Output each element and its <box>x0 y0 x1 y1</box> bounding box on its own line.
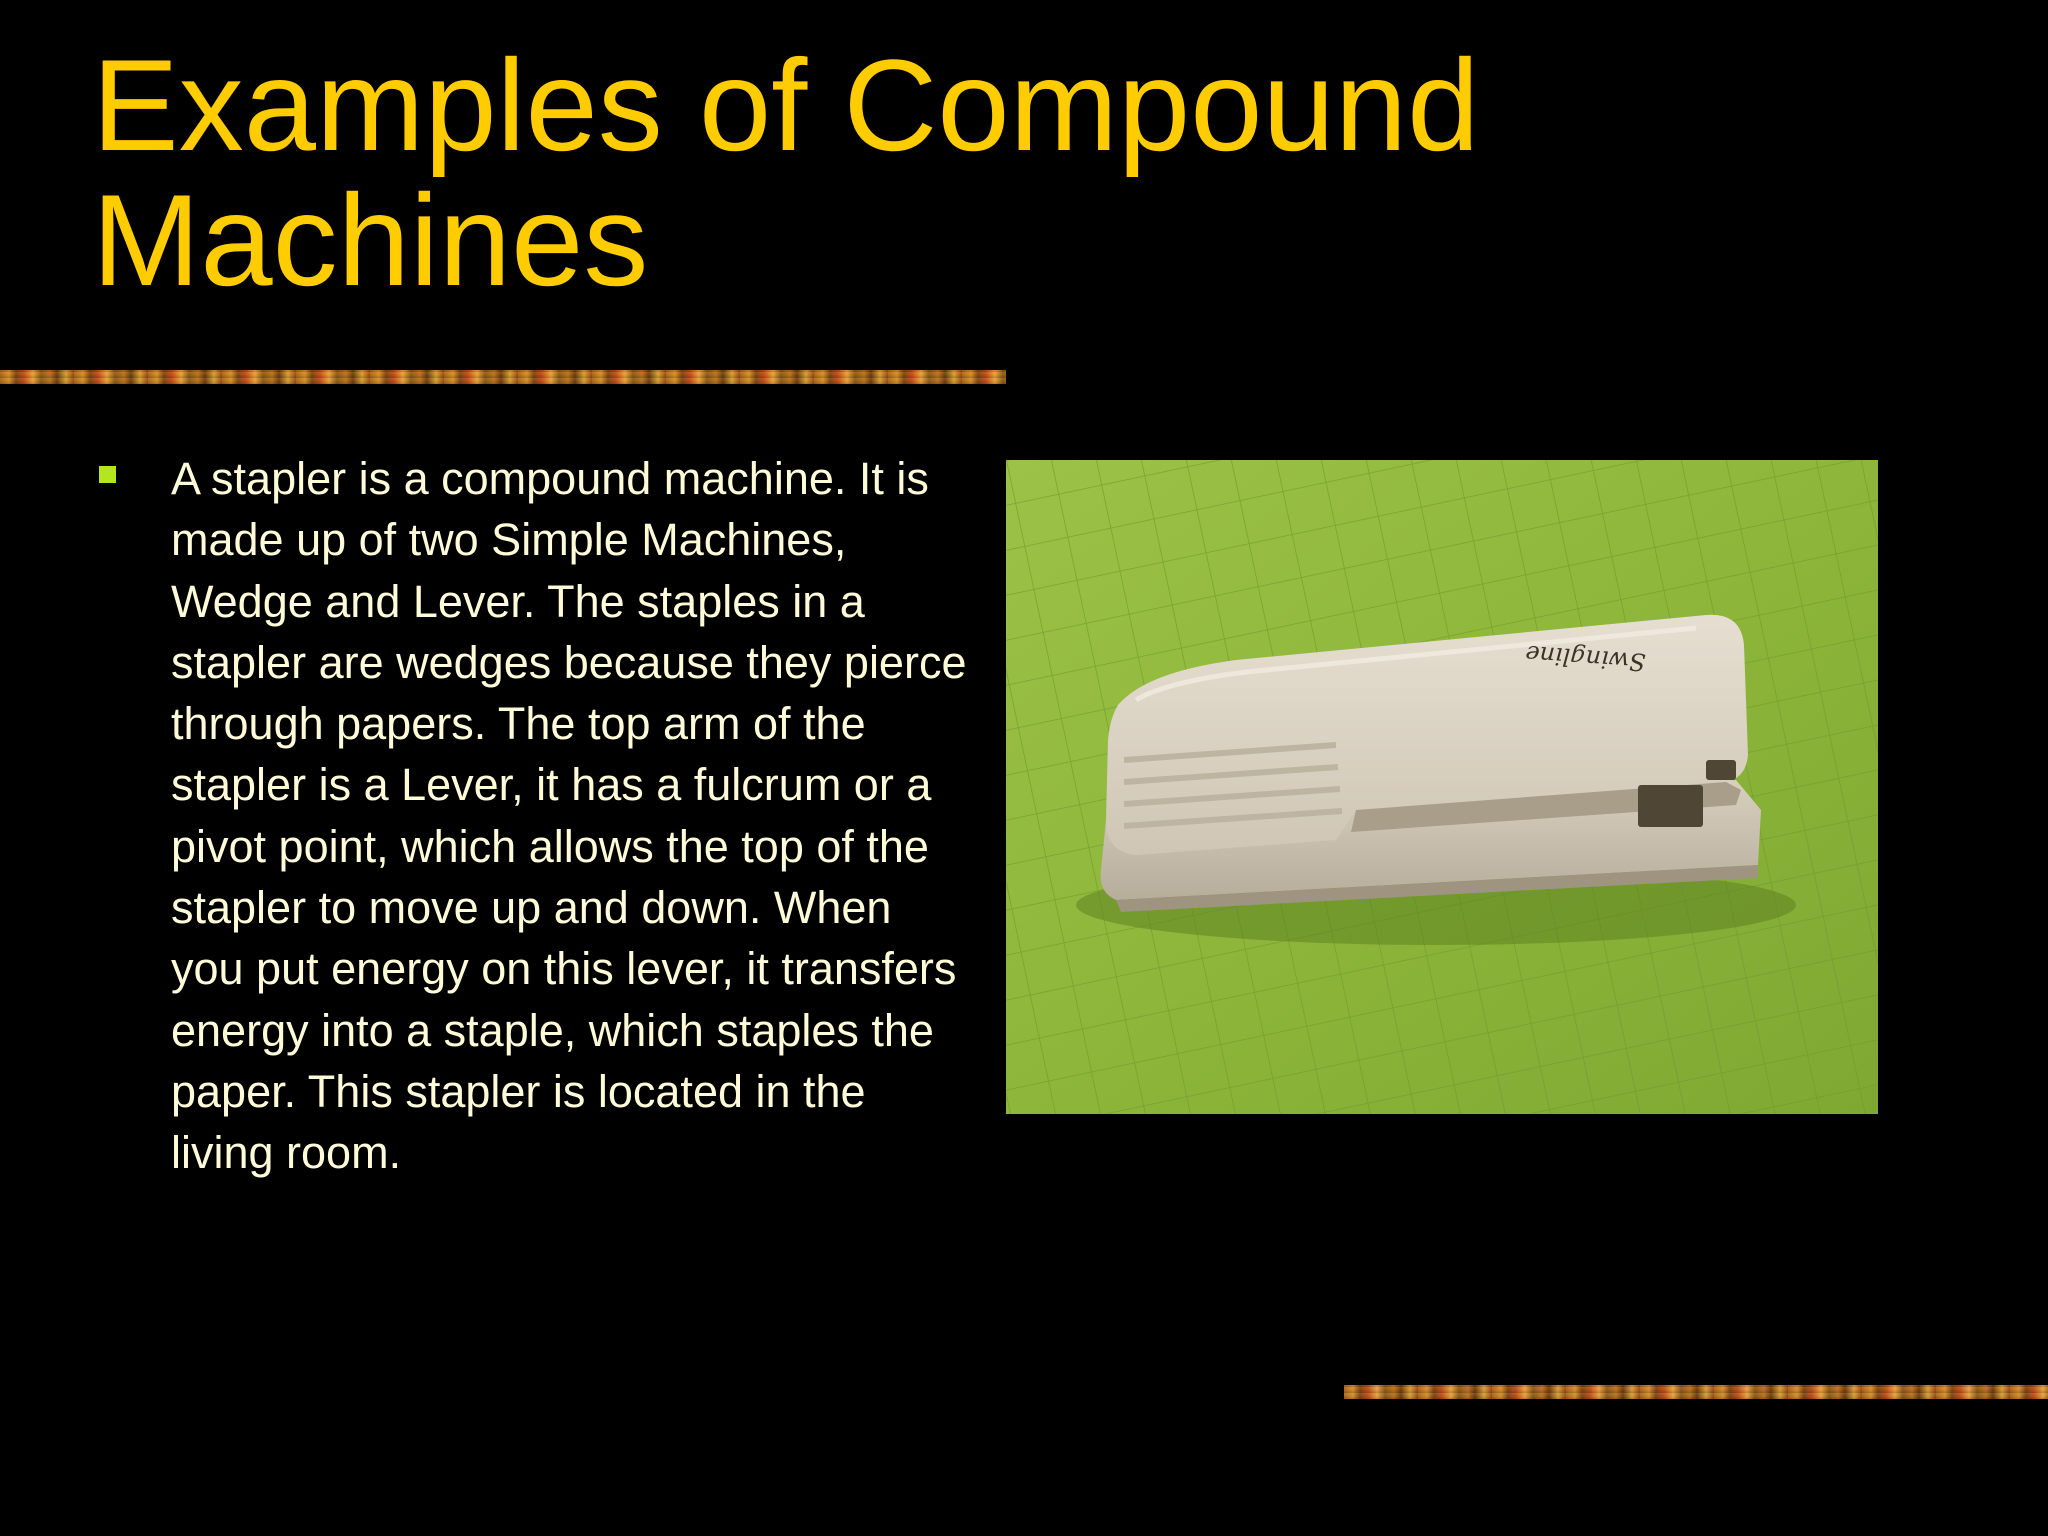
brand-logo-text: Swingline <box>1524 639 1647 677</box>
bullet-text: A stapler is a compound machine. It is made up of two Simple Machines, Wedge and Lever. The staples in a stapler are wedges because they pierce through papers. The top arm of the stapler is a Lever, it has a fulcrum or a pivot point, which allows the top of the stapler to move up and down. When you put energy on this lever, it transfers energy into a staple, which staples the paper. This stapler is located in the living room. <box>171 453 967 1179</box>
stapler-image <box>1006 460 1878 1114</box>
stapler-photo <box>1006 460 1878 1114</box>
square-bullet-icon <box>99 466 116 483</box>
slide-title: Examples of Compound Machines <box>92 32 1480 313</box>
decorative-band-bottom <box>1344 1385 2048 1399</box>
decorative-band-top <box>0 370 1006 384</box>
